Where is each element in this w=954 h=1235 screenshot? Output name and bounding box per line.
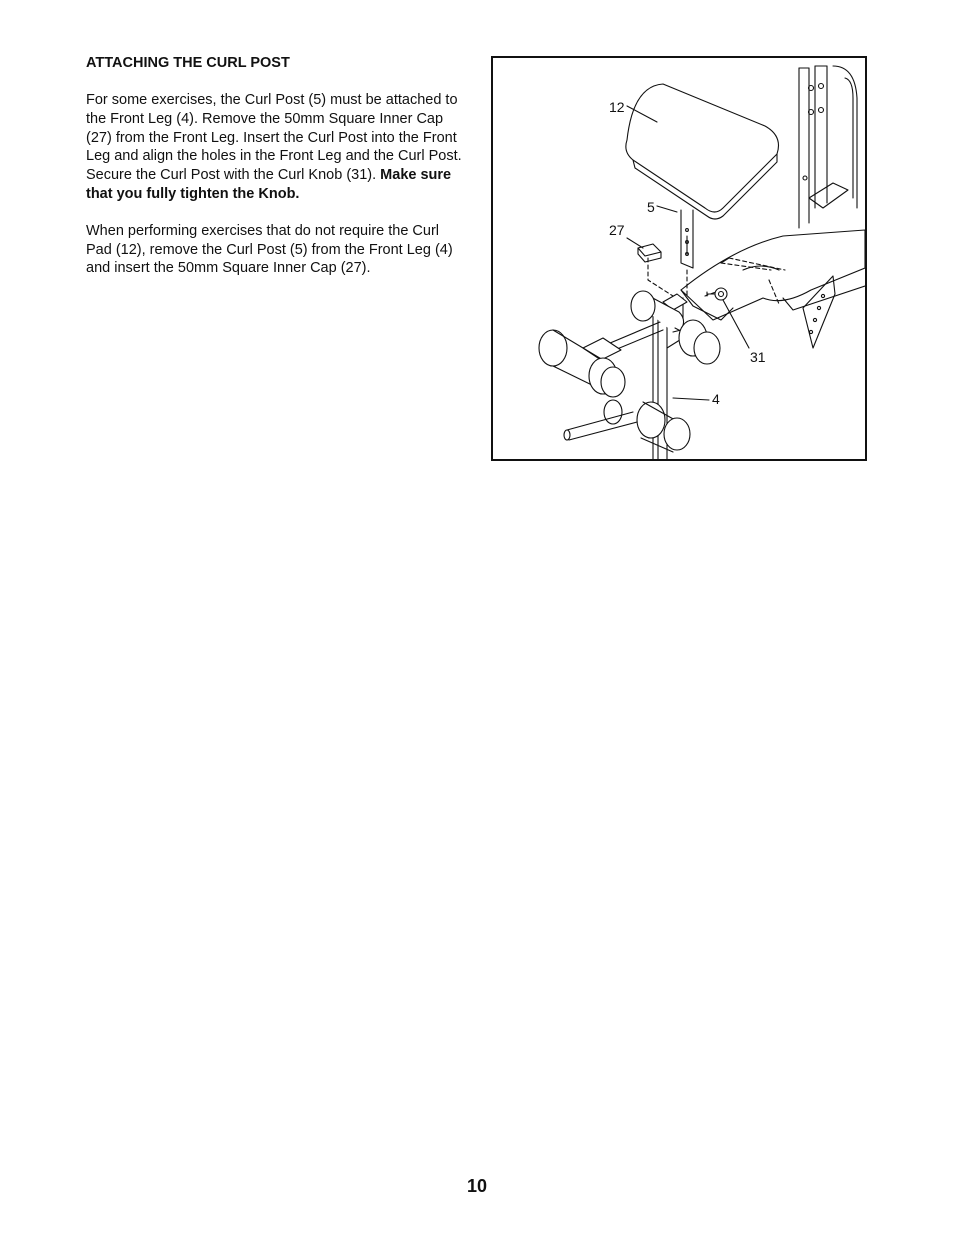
- callout-31: 31: [750, 349, 766, 365]
- callout-4: 4: [712, 391, 720, 407]
- paragraph-attach: [86, 91, 468, 204]
- tighten-warning: Make sure that you fully tighten the Knob.: [86, 167, 452, 202]
- assembly-figure: [491, 56, 867, 461]
- curl-post-drawing: [681, 210, 693, 268]
- roller-pads: [539, 291, 720, 452]
- instruction-section: [86, 54, 468, 296]
- section-heading: ATTACHING THE CURL POST: [86, 55, 290, 71]
- callout-12: 12: [609, 99, 625, 115]
- bench-seat: [681, 230, 865, 320]
- curl-knob-drawing: [707, 288, 727, 300]
- page-number: 10: [466, 1176, 488, 1196]
- paragraph-remove: When performing exercises that do not require the Curl Pad (12), remove the Curl Post (5) from the Front Leg (4) and insert the 50mm Square Inner Cap (27).: [86, 222, 453, 277]
- upright-frame: [799, 66, 857, 228]
- callout-5: 5: [647, 199, 655, 215]
- axle: [564, 412, 637, 440]
- paragraph-attach-text: For some exercises, the Curl Post (5) must be attached to the Front Leg (4). Remove the 50mm Square Inner Cap (27) from the Front Leg. Insert the Curl Post into the Front Leg and align the holes in the Front Leg and the Curl Post. Secure the Curl Post with the Curl Knob (31).: [86, 92, 462, 184]
- callout-27: 27: [609, 222, 625, 238]
